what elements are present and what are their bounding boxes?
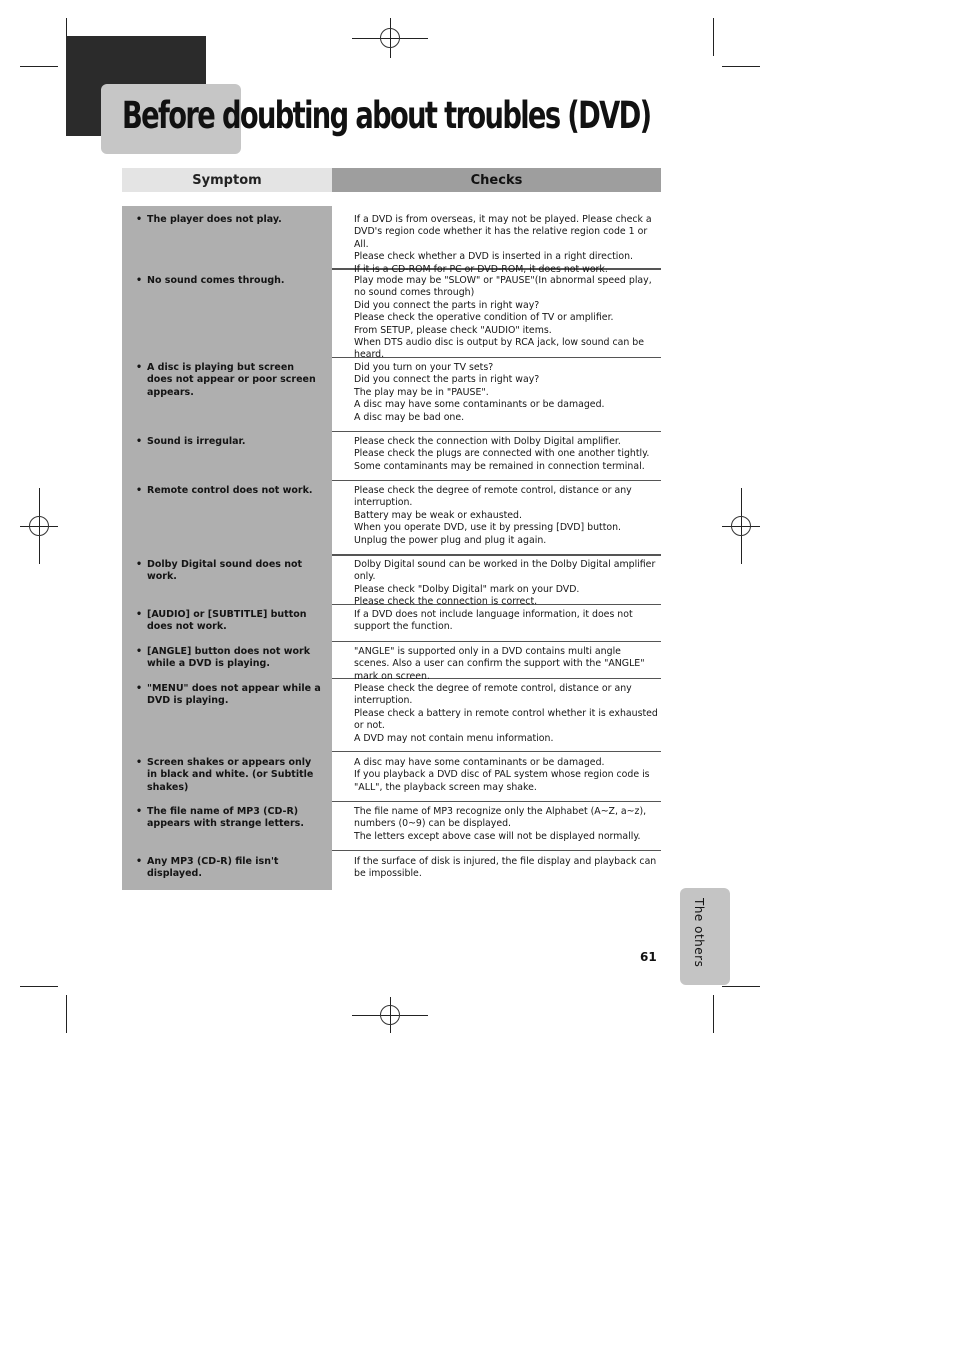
- crop-mark: [713, 18, 714, 56]
- symptom-cell: [136, 856, 322, 881]
- crop-mark: [66, 995, 67, 1033]
- bullet: •: [136, 214, 143, 225]
- checks-cell: Please check the degree of remote control, distance or any interruption. Please check a battery in remote control whether it is exhausted or not. A DVD may not contain menu information.: [354, 683, 658, 744]
- symptom-text: Remote control does not work.: [147, 485, 313, 496]
- row-divider: [332, 554, 661, 556]
- row-divider: [332, 801, 661, 802]
- symptom-text: [ANGLE] button does not work while a DVD is playing.: [147, 646, 311, 670]
- bullet: •: [136, 646, 143, 657]
- checks-cell: Please check the degree of remote control, distance or any interruption. Battery may be weak or exhausted. When you operate DVD, use it by pressing [DVD] button. Unplug the power plug and plug it again.: [354, 485, 632, 546]
- symptom-cell: [136, 275, 322, 287]
- checks-cell: Dolby Digital sound can be worked in the Dolby Digital amplifier only. Please check "Dolby Digital" mark on your DVD. Please check the connection is correct.: [354, 559, 656, 608]
- crop-mark: [20, 66, 58, 67]
- symptom-cell: [136, 609, 322, 634]
- checks-cell: If a DVD does not include language information, it does not support the function.: [354, 609, 633, 633]
- bullet: •: [136, 362, 143, 373]
- symptom-text: The player does not play.: [147, 214, 282, 225]
- checks-cell: If the surface of disk is injured, the file display and playback can be impossible.: [354, 856, 657, 880]
- symptom-cell: [136, 757, 322, 794]
- bullet: •: [136, 485, 143, 496]
- row-divider: [332, 641, 661, 642]
- bullet: •: [136, 757, 143, 768]
- symptom-text: Dolby Digital sound does not work.: [147, 559, 303, 583]
- symptom-text: [AUDIO] or [SUBTITLE] button does not work.: [147, 609, 307, 633]
- symptom-cell: [136, 683, 322, 708]
- row-divider: [332, 850, 661, 851]
- checks-cell: If a DVD is from overseas, it may not be played. Please check a DVD's region code whether it has the relative region code 1 or All. Please check whether a DVD is inserted in a right direction. If it is a CD-ROM for PC or DVD-ROM, it does not work.: [354, 214, 652, 275]
- bullet: •: [136, 856, 143, 867]
- symptom-cell: [136, 362, 322, 399]
- registration-circle: [29, 516, 49, 536]
- bullet: •: [136, 559, 143, 570]
- symptom-column-header: Symptom: [122, 168, 332, 192]
- page-title: Before doubting about troubles (DVD): [122, 94, 651, 137]
- symptom-cell: [136, 485, 322, 497]
- checks-cell: "ANGLE" is supported only in a DVD contains multi angle scenes. Also a user can confirm the support with the "ANGLE" mark on screen.: [354, 646, 645, 682]
- symptom-cell: [136, 806, 322, 831]
- crop-mark: [713, 995, 714, 1033]
- row-divider: [332, 431, 661, 432]
- symptom-cell: [136, 559, 322, 584]
- symptom-text: Sound is irregular.: [147, 436, 246, 447]
- page-number: 61: [640, 950, 657, 964]
- checks-cell: Did you turn on your TV sets? Did you connect the parts in right way? The play may be in "PAUSE". A disc may have some contaminants or be damaged. A disc may be bad one.: [354, 362, 605, 423]
- checks-cell: A disc may have some contaminants or be damaged. If you playback a DVD disc of PAL system whose region code is "ALL", the playback screen may shake.: [354, 757, 650, 793]
- checks-cell: Please check the connection with Dolby Digital amplifier. Please check the plugs are connected with one another tightly. Some contaminants may be remained in connection terminal.: [354, 436, 650, 472]
- symptom-text: "MENU" does not appear while a DVD is playing.: [147, 683, 321, 707]
- symptom-cell: [136, 214, 322, 226]
- crop-mark: [722, 66, 760, 67]
- bullet: •: [136, 436, 143, 447]
- symptom-cell: [136, 646, 322, 671]
- section-side-tab-label: The others: [692, 898, 706, 968]
- registration-circle: [731, 516, 751, 536]
- symptom-text: A disc is playing but screen does not appear or poor screen appears.: [147, 362, 316, 398]
- checks-cell: Play mode may be "SLOW" or "PAUSE"(In abnormal speed play, no sound comes through) Did you connect the parts in right way? Please check the operative condition of TV or amplifier. From SETUP, please check "AUDIO" items. When DTS audio disc is output by RCA jack, low sound can be heard.: [354, 275, 652, 361]
- crop-mark: [722, 986, 760, 987]
- section-side-tab: [680, 888, 730, 985]
- row-divider: [332, 751, 661, 752]
- symptom-cell: [136, 436, 322, 448]
- symptom-text: The file name of MP3 (CD-R) appears with strange letters.: [147, 806, 304, 830]
- bullet: •: [136, 806, 143, 817]
- bullet: •: [136, 275, 143, 286]
- registration-circle: [380, 1005, 400, 1025]
- symptom-text: No sound comes through.: [147, 275, 285, 286]
- crop-mark: [20, 986, 58, 987]
- bullet: •: [136, 683, 143, 694]
- symptom-text: Any MP3 (CD-R) file isn't displayed.: [147, 856, 279, 880]
- registration-circle: [380, 28, 400, 48]
- row-divider: [332, 480, 661, 481]
- bullet: •: [136, 609, 143, 620]
- checks-column-header: Checks: [332, 168, 661, 192]
- checks-cell: The file name of MP3 recognize only the Alphabet (A~Z, a~z), numbers (0~9) can be displayed. The letters except above case will not be displayed normally.: [354, 806, 647, 842]
- symptom-text: Screen shakes or appears only in black and white. (or Subtitle shakes): [147, 757, 314, 793]
